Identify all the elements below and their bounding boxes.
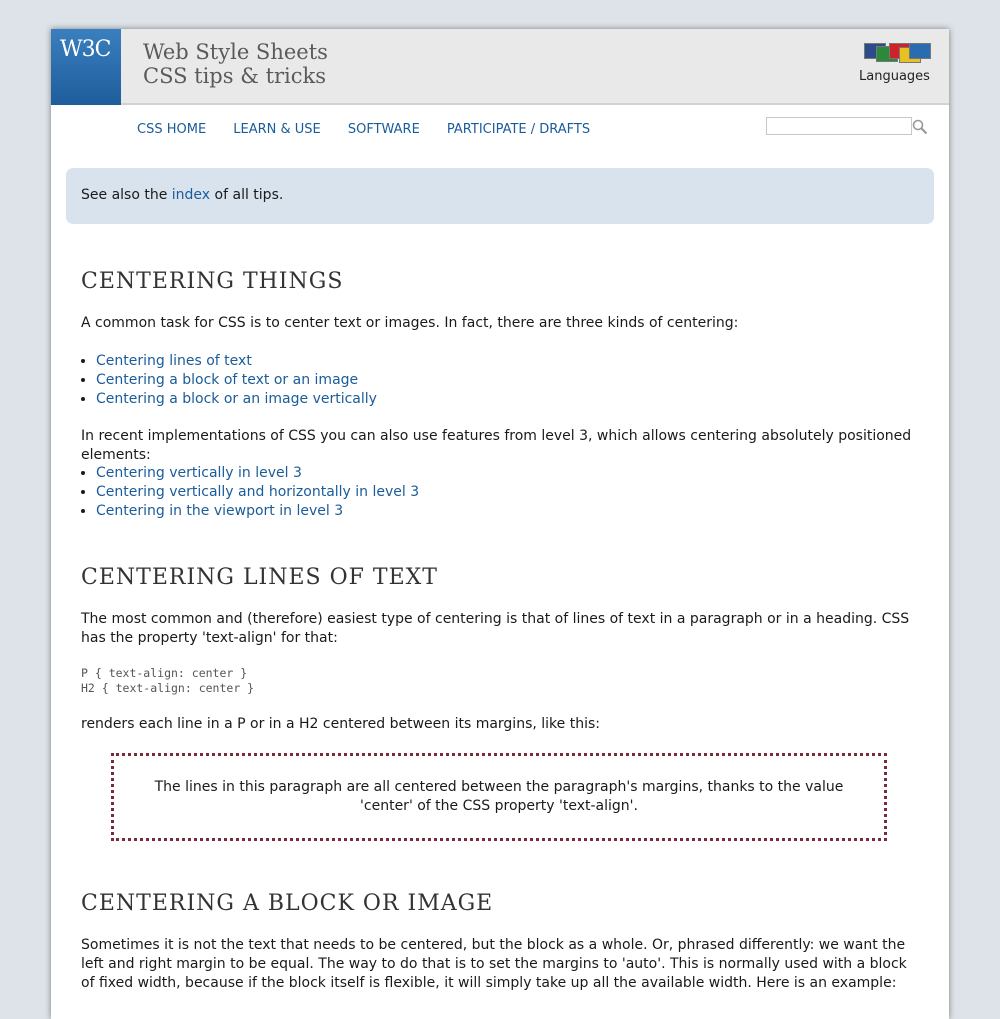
list-item xyxy=(96,464,419,483)
flag-sweden-icon xyxy=(909,43,931,59)
note-prefix: See also the xyxy=(81,187,168,203)
search-icon[interactable] xyxy=(912,119,928,135)
link-centering-vertically[interactable]: Centering a block or an image vertically xyxy=(96,391,377,407)
centered-demo-box xyxy=(111,753,887,841)
site-title xyxy=(143,40,328,88)
list-item xyxy=(96,352,377,371)
w3c-logo[interactable]: W3C xyxy=(51,29,121,105)
level3-links-list xyxy=(81,464,419,521)
list-item xyxy=(96,390,377,409)
link-vert-horiz-level3[interactable]: Centering vertically and horizontally in level 3 xyxy=(96,484,420,500)
link-centering-block[interactable]: Centering a block of text or an image xyxy=(96,372,359,388)
site-title-line2: CSS tips & tricks xyxy=(143,64,327,88)
heading-centering-block: CENTERING A BLOCK OR IMAGE xyxy=(81,891,494,916)
link-vertically-level3[interactable]: Centering vertically in level 3 xyxy=(96,465,302,481)
header-banner xyxy=(51,29,949,105)
centering-links-list xyxy=(81,352,377,409)
link-viewport-level3[interactable]: Centering in the viewport in level 3 xyxy=(96,503,344,519)
code-line: P { text-align: center } xyxy=(81,666,248,680)
note-suffix: of all tips. xyxy=(214,187,284,203)
nav-software[interactable]: SOFTWARE xyxy=(347,122,420,137)
lines-intro: The most common and (therefore) easiest type of centering is that of lines of text in a paragraph or in a heading. CSS has the property 'text-align' for that: xyxy=(81,611,910,646)
languages-link[interactable]: Languages xyxy=(859,69,930,84)
code-sample xyxy=(81,666,254,696)
languages-menu[interactable] xyxy=(859,43,929,84)
list-item xyxy=(96,502,419,521)
code-line: H2 { text-align: center } xyxy=(81,681,255,695)
heading-centering-things: CENTERING THINGS xyxy=(81,269,344,294)
link-centering-lines[interactable]: Centering lines of text xyxy=(96,353,252,369)
after-code-text: renders each line in a P or in a H2 centered between its margins, like this: xyxy=(81,716,600,732)
list-item xyxy=(96,483,419,502)
list-item xyxy=(96,371,377,390)
level3-intro: In recent implementations of CSS you can also use features from level 3, which allows centering absolutely positioned elements: xyxy=(81,428,912,463)
nav-participate-drafts[interactable]: PARTICIPATE / DRAFTS xyxy=(446,122,591,137)
page xyxy=(51,29,949,1019)
main-nav xyxy=(137,118,612,137)
centering-intro: A common task for CSS is to center text or images. In fact, there are three kinds of centering: xyxy=(81,315,739,331)
nav-learn-use[interactable]: LEARN & USE xyxy=(233,122,321,137)
site-title-line1: Web Style Sheets xyxy=(143,40,328,64)
heading-centering-lines: CENTERING LINES OF TEXT xyxy=(81,565,438,590)
see-also-text xyxy=(81,187,283,203)
flags-icon[interactable] xyxy=(859,43,929,63)
demo-text: The lines in this paragraph are all centered between the paragraph's margins, thanks to the value 'center' of the CSS property 'text-align'. xyxy=(154,779,844,814)
nav-css-home[interactable]: CSS HOME xyxy=(137,122,207,137)
block-intro: Sometimes it is not the text that needs to be centered, but the block as a whole. Or, phrased differently: we want the left and right margin to be equal. The way to do that is to set the margins to 'auto'. This is normally used with a block of fixed width, because if the block itself is flexible, it will simply take up all the available width. Here is an example: xyxy=(81,937,907,991)
search-input[interactable] xyxy=(766,117,912,135)
see-also-note xyxy=(66,168,934,224)
index-link[interactable]: index xyxy=(171,187,211,203)
